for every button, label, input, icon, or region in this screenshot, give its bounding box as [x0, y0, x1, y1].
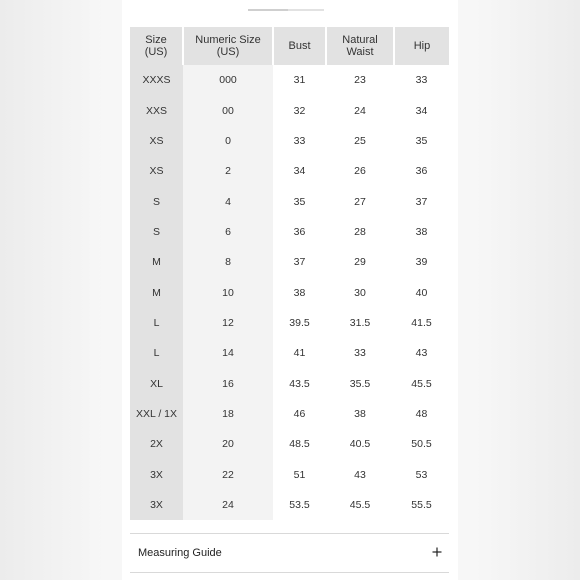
header-hip: Hip	[394, 27, 449, 65]
guide-bottom-divider	[130, 572, 449, 573]
bust-cell: 33	[273, 126, 326, 156]
natural-waist-cell: 27	[326, 186, 394, 216]
natural-waist-cell: 29	[326, 247, 394, 277]
table-body	[130, 65, 449, 520]
size-cell: M	[130, 247, 183, 277]
table-row	[130, 368, 449, 398]
numeric-size-cell: 000	[183, 65, 273, 95]
natural-waist-cell: 45.5	[326, 490, 394, 520]
size-cell: 3X	[130, 459, 183, 489]
table-row	[130, 156, 449, 186]
table-row	[130, 429, 449, 459]
size-cell: L	[130, 308, 183, 338]
bust-cell: 38	[273, 277, 326, 307]
size-cell: 2X	[130, 429, 183, 459]
header-size: Size (US)	[130, 27, 183, 65]
natural-waist-cell: 33	[326, 338, 394, 368]
hip-cell: 40	[394, 277, 449, 307]
bust-cell: 34	[273, 156, 326, 186]
size-cell: XL	[130, 368, 183, 398]
size-cell: 3X	[130, 490, 183, 520]
bust-cell: 31	[273, 65, 326, 95]
numeric-size-cell: 00	[183, 95, 273, 125]
table-row	[130, 338, 449, 368]
bust-cell: 46	[273, 399, 326, 429]
numeric-size-cell: 18	[183, 399, 273, 429]
size-cell: XS	[130, 156, 183, 186]
table-row	[130, 308, 449, 338]
natural-waist-cell: 43	[326, 459, 394, 489]
natural-waist-cell: 40.5	[326, 429, 394, 459]
plus-icon[interactable]	[430, 545, 444, 559]
table-row	[130, 459, 449, 489]
hip-cell: 50.5	[394, 429, 449, 459]
size-cell: XS	[130, 126, 183, 156]
table-row	[130, 95, 449, 125]
tab-indicator	[248, 9, 288, 11]
table-row	[130, 126, 449, 156]
hip-cell: 34	[394, 95, 449, 125]
natural-waist-cell: 30	[326, 277, 394, 307]
natural-waist-cell: 28	[326, 217, 394, 247]
header-bust: Bust	[273, 27, 326, 65]
natural-waist-cell: 25	[326, 126, 394, 156]
natural-waist-cell: 35.5	[326, 368, 394, 398]
bust-cell: 39.5	[273, 308, 326, 338]
hip-cell: 48	[394, 399, 449, 429]
header-numeric-size: Numeric Size (US)	[183, 27, 273, 65]
size-chart-table	[130, 27, 449, 520]
measuring-guide-label[interactable]: Measuring Guide	[138, 547, 222, 559]
numeric-size-cell: 16	[183, 368, 273, 398]
size-cell: XXXS	[130, 65, 183, 95]
bust-cell: 48.5	[273, 429, 326, 459]
natural-waist-cell: 31.5	[326, 308, 394, 338]
hip-cell: 33	[394, 65, 449, 95]
numeric-size-cell: 6	[183, 217, 273, 247]
hip-cell: 38	[394, 217, 449, 247]
size-cell: S	[130, 217, 183, 247]
table-row	[130, 186, 449, 216]
numeric-size-cell: 4	[183, 186, 273, 216]
hip-cell: 37	[394, 186, 449, 216]
numeric-size-cell: 8	[183, 247, 273, 277]
natural-waist-cell: 26	[326, 156, 394, 186]
table-header-row	[130, 27, 449, 65]
bust-cell: 36	[273, 217, 326, 247]
size-cell: XXL / 1X	[130, 399, 183, 429]
guide-top-divider	[130, 533, 449, 534]
size-cell: XXS	[130, 95, 183, 125]
hip-cell: 45.5	[394, 368, 449, 398]
numeric-size-cell: 22	[183, 459, 273, 489]
natural-waist-cell: 38	[326, 399, 394, 429]
numeric-size-cell: 12	[183, 308, 273, 338]
bust-cell: 35	[273, 186, 326, 216]
hip-cell: 53	[394, 459, 449, 489]
table-row	[130, 277, 449, 307]
bust-cell: 32	[273, 95, 326, 125]
header-natural-waist: Natural Waist	[326, 27, 394, 65]
bust-cell: 43.5	[273, 368, 326, 398]
numeric-size-cell: 20	[183, 429, 273, 459]
numeric-size-cell: 0	[183, 126, 273, 156]
numeric-size-cell: 24	[183, 490, 273, 520]
bust-cell: 37	[273, 247, 326, 277]
hip-cell: 39	[394, 247, 449, 277]
table-row	[130, 65, 449, 95]
table-row	[130, 247, 449, 277]
size-cell: L	[130, 338, 183, 368]
table-row	[130, 490, 449, 520]
bust-cell: 53.5	[273, 490, 326, 520]
table-row	[130, 399, 449, 429]
size-cell: M	[130, 277, 183, 307]
natural-waist-cell: 23	[326, 65, 394, 95]
numeric-size-cell: 2	[183, 156, 273, 186]
table-row	[130, 217, 449, 247]
hip-cell: 35	[394, 126, 449, 156]
hip-cell: 36	[394, 156, 449, 186]
hip-cell: 43	[394, 338, 449, 368]
bust-cell: 41	[273, 338, 326, 368]
bust-cell: 51	[273, 459, 326, 489]
numeric-size-cell: 14	[183, 338, 273, 368]
numeric-size-cell: 10	[183, 277, 273, 307]
hip-cell: 55.5	[394, 490, 449, 520]
natural-waist-cell: 24	[326, 95, 394, 125]
hip-cell: 41.5	[394, 308, 449, 338]
size-cell: S	[130, 186, 183, 216]
